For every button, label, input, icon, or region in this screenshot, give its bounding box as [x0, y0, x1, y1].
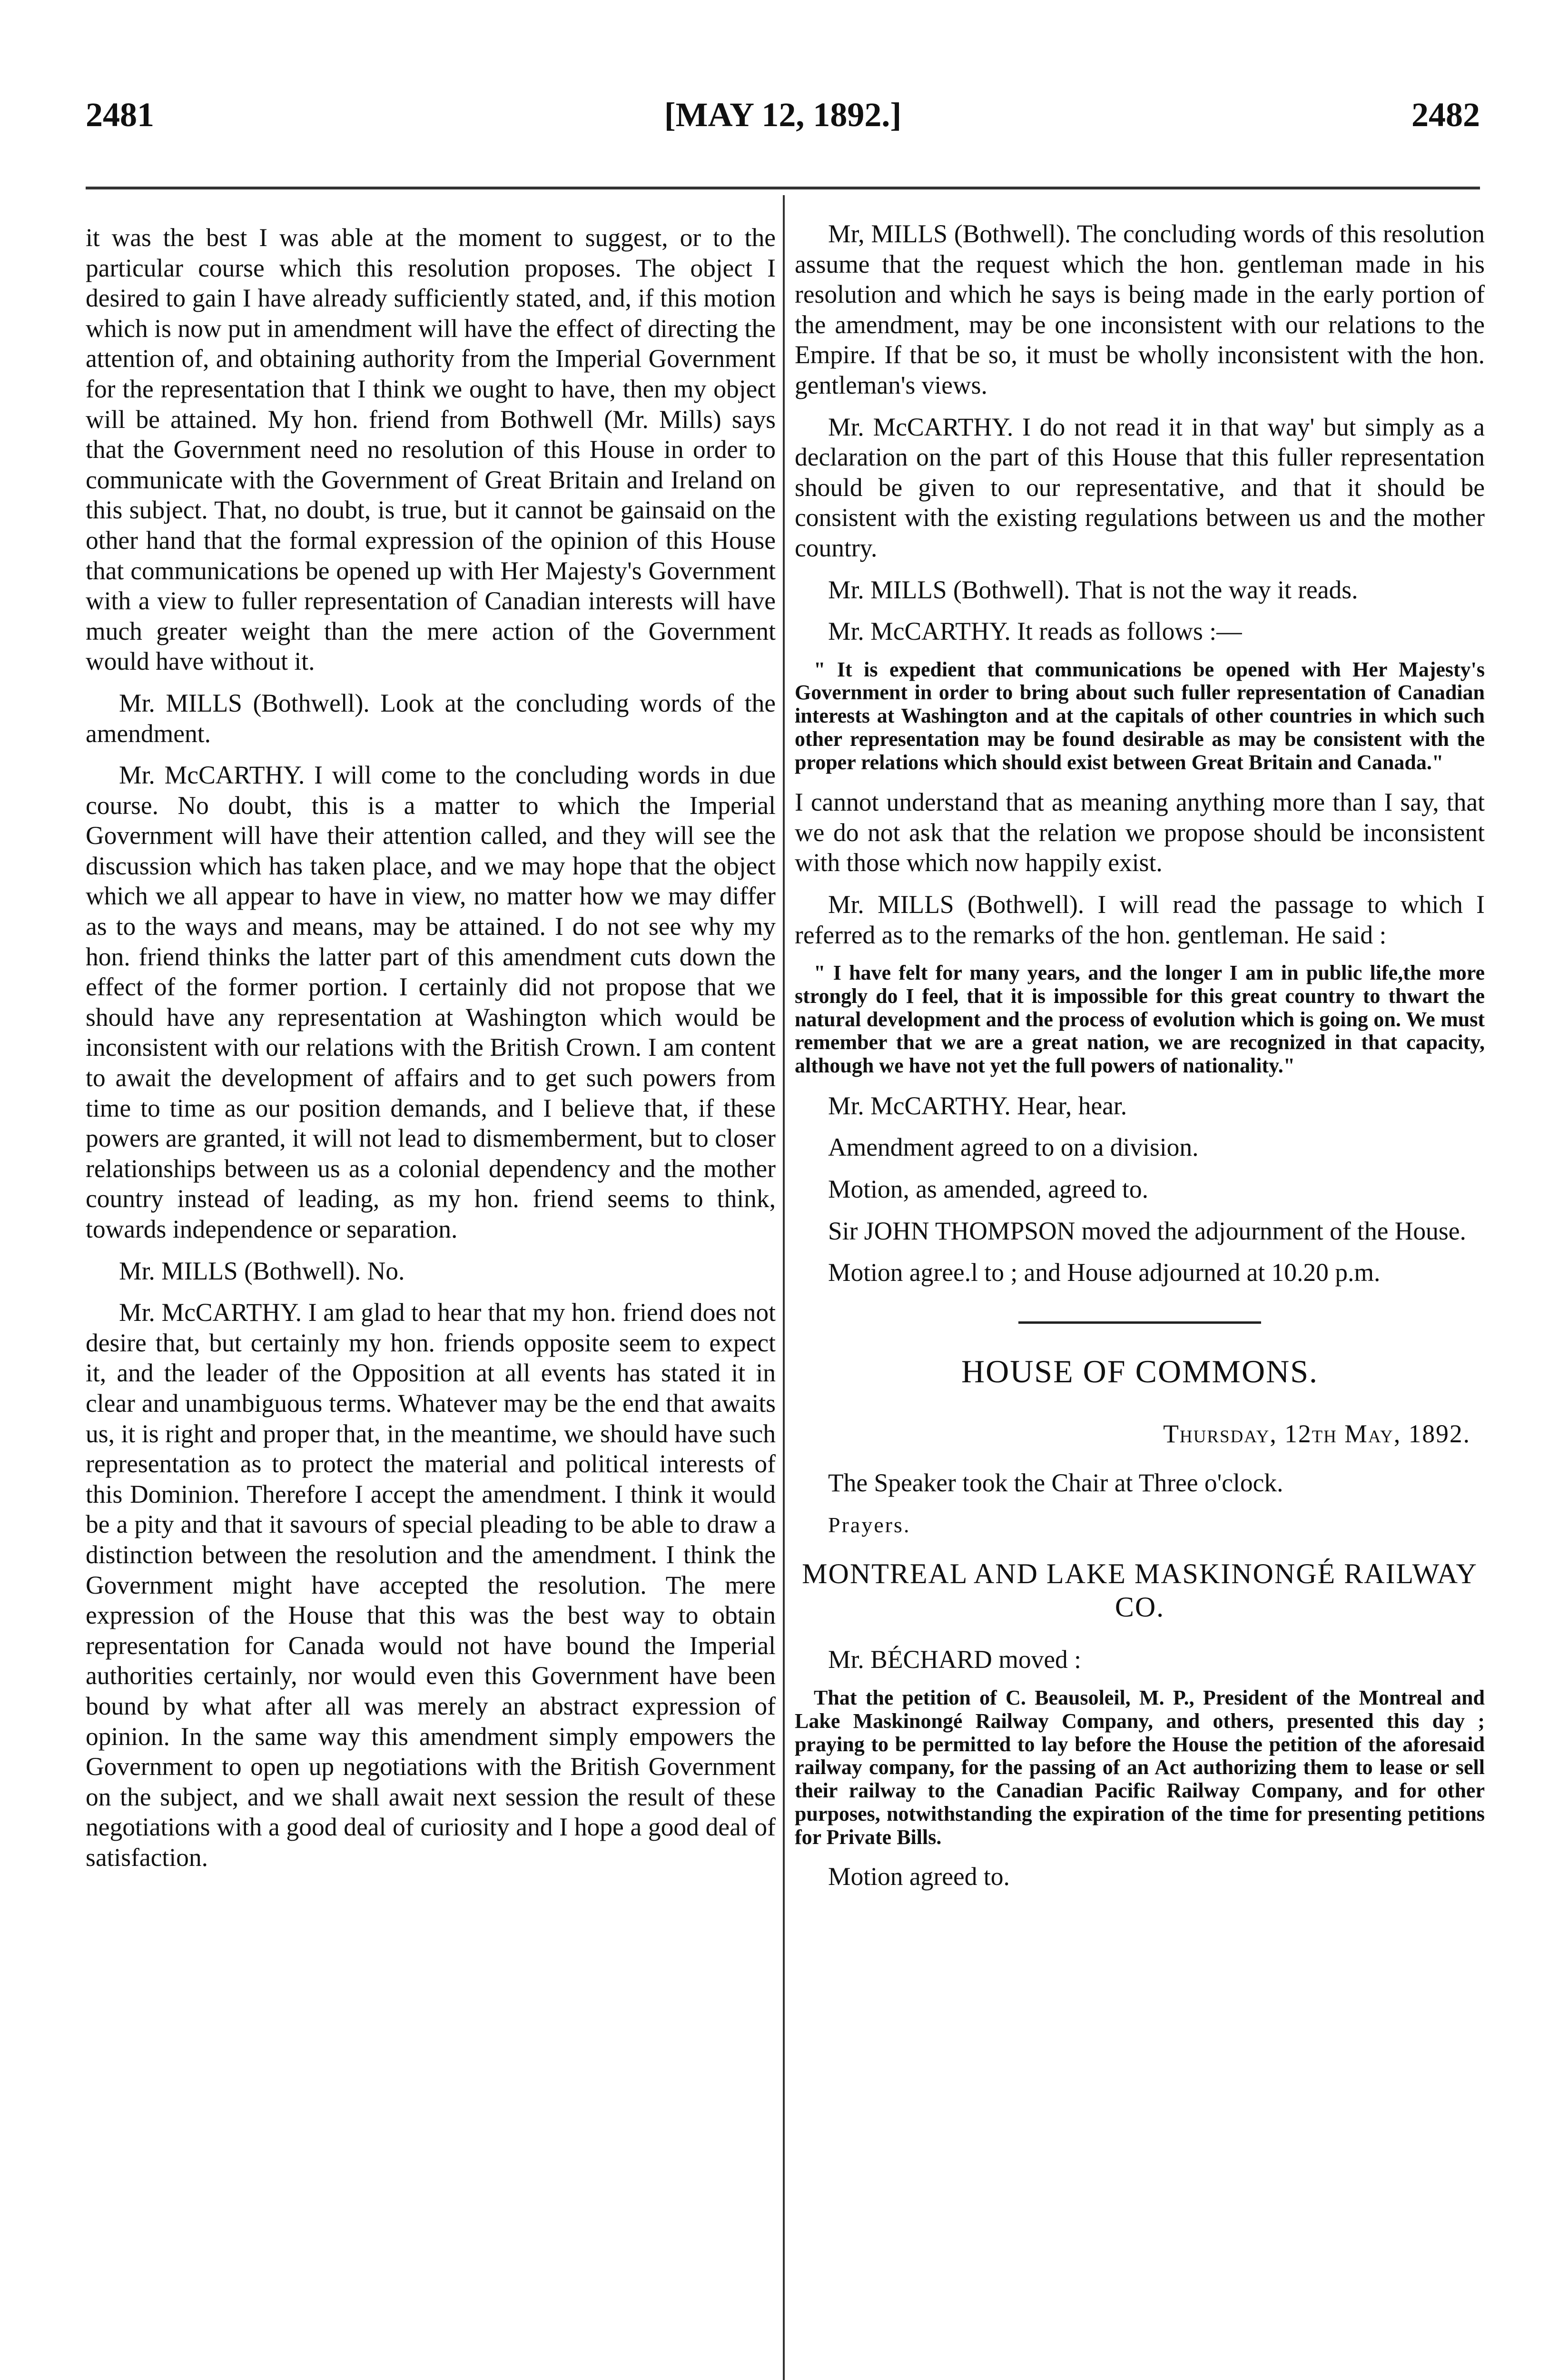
quoted-passage: " I have felt for many years, and the longer I am in public life,the more strongly do I feel, that it is impossible for this great country to thwart the natural development and the process of evolution which is going on. We must remember that we are a great nation, we are recognized in that capacity, although we have not yet the full powers of nationality." [795, 961, 1485, 1078]
paragraph: Mr. MILLS (Bothwell). No. [119, 1256, 405, 1285]
header-rule [86, 187, 1480, 189]
paragraph: Mr. MILLS (Bothwell). That is not the way it reads. [828, 575, 1358, 604]
paragraph: I cannot understand that as meaning anything more than I say, that we do not ask that the relation we propose should be inconsistent with those which now happily exist. [795, 788, 1485, 877]
prayers-heading: Prayers. [828, 1512, 911, 1537]
page-number-left: 2481 [86, 96, 154, 134]
paragraph: Mr, MILLS (Bothwell). The concluding words of this resolution assume that the request which the hon. gentleman made in his resolution and which he says is being made in the early portion of the amendment, may be one inconsistent with our relations to the Empire. If that be so, it must be wholly inconsistent with the hon. gentleman's views. [795, 219, 1485, 399]
motion-text: That the petition of C. Beausoleil, M. P., President of the Montreal and Lake Maskinongé Railway Company, and others, presented this day ; praying to be permitted to lay before the House the petition of the aforesaid railway company, for the passing of an Act authorizing them to lease or sell their railway to the Canadian Pacific Railway Company, and for other purposes, notwithstanding the expiration of the time for presenting petitions for Private Bills. [795, 1686, 1485, 1849]
paragraph: Motion agreed to. [828, 1862, 1010, 1891]
paragraph: Mr. McCARTHY. Hear, hear. [828, 1091, 1127, 1120]
section-heading: HOUSE OF COMMONS. [961, 1353, 1319, 1389]
sitting-date: Thursday, 12th May, 1892. [1163, 1419, 1470, 1448]
subsection-heading: MONTREAL AND LAKE MASKINONGÉ RAILWAY CO. [802, 1558, 1478, 1623]
paragraph: Mr. MILLS (Bothwell). I will read the passage to which I referred as to the remarks of the hon. gentleman. He said : [795, 890, 1485, 949]
paragraph: The Speaker took the Chair at Three o'clock. [828, 1468, 1283, 1497]
paragraph: Motion, as amended, agreed to. [828, 1174, 1149, 1203]
header-date: [MAY 12, 1892.] [664, 96, 902, 134]
paragraph: it was the best I was able at the moment to suggest, or to the particular course which this resolution proposes. The object I desired to gain I have already sufficiently stated, and, if this motion which is now put in amendment will have the effect of directing the attention of, and obtaining authority from the Imperial Government for the representation that I think we ought to have, then my object will be attained. My hon. friend from Bothwell (Mr. Mills) says that the Government need no resolution of this House in order to communicate with the Government of Great Britain and Ireland on this subject. That, no doubt, is true, but it cannot be gainsaid on the other hand that the formal expression of the opinion of this House that communications be opened up with Her Majesty's Government with a view to fuller representation of Canadian interests will have much greater weight than the mere action of the Government would have without it. [86, 223, 776, 676]
paragraph: Mr. McCARTHY. I will come to the concluding words in due course. No doubt, this is a matter to which the Imperial Government will have their attention called, and they will see the discussion which has taken place, and we may hope that the object which we all appear to have in view, no matter how we may differ as to the ways and means, may be attained. I do not see why my hon. friend thinks the latter part of this amendment cuts down the effect of the former portion. I certainly did not propose that we should have any representation at Washington which would be inconsistent with our relations with the British Crown. I am content to await the development of affairs and to get such powers from time to time as our position demands, and I believe that, if these powers are granted, it will not lead to dismemberment, but to closer relationships between us as a colonial dependency and the mother country instead of leading, as my hon. friend seems to think, towards independence or separation. [86, 761, 776, 1243]
paragraph: Amendment agreed to on a division. [828, 1133, 1199, 1162]
paragraph: Mr. McCARTHY. It reads as follows :— [828, 617, 1242, 646]
paragraph: Mr. McCARTHY. I do not read it in that way' but simply as a declaration on the part of this House that this fuller representation should be given to our representative, and that it should be consistent with the existing regulations between us and the mother country. [795, 412, 1485, 562]
paragraph: Mr. BÉCHARD moved : [828, 1645, 1082, 1674]
paragraph: Mr. McCARTHY. I am glad to hear that my hon. friend does not desire that, but certainly my hon. friends opposite seem to expect it, and the leader of the Opposition at all events has stated it in clear and unambiguous terms. Whatever may be the end that awaits us, it is right and proper that, in the meantime, we should have such representation as to protect the material and political interests of this Dominion. Therefore I accept the amendment. I think it would be a pity and that it savours of special pleading to be able to draw a distinction between the resolution and the amendment. I think the Government might have accepted the resolution. The mere expression of the House that this was the best way to obtain representation for Canada would not have bound the Imperial authorities certainly, nor would even this Government have been bound by what after all was merely an abstract expression of opinion. In the same way this amendment simply empowers the Government to open up negotiations with the British Government on the subject, and we shall await next session the result of these negotiations with a good deal of curiosity and I hope a good deal of satisfaction. [86, 1298, 776, 1872]
paragraph: Motion agree.l to ; and House adjourned at 10.20 p.m. [828, 1258, 1381, 1287]
paragraph: Sir JOHN THOMPSON moved the adjournment of the House. [828, 1216, 1466, 1245]
quoted-passage: " It is expedient that communications be opened with Her Majesty's Government in order to bring about such fuller representation of Canadian interests at Washington and at the capitals of other countries in which such other representation may be found desirable as may be consistent with the proper relations which should exist between Great Britain and Canada." [795, 657, 1485, 774]
page-number-right: 2482 [1411, 96, 1480, 134]
right-column [795, 219, 1485, 1903]
section-rule [1018, 1321, 1261, 1324]
column-divider [783, 195, 785, 2380]
paragraph: Mr. MILLS (Bothwell). Look at the concluding words of the amendment. [86, 688, 776, 748]
page-header [86, 95, 1480, 148]
left-column [86, 223, 776, 1884]
